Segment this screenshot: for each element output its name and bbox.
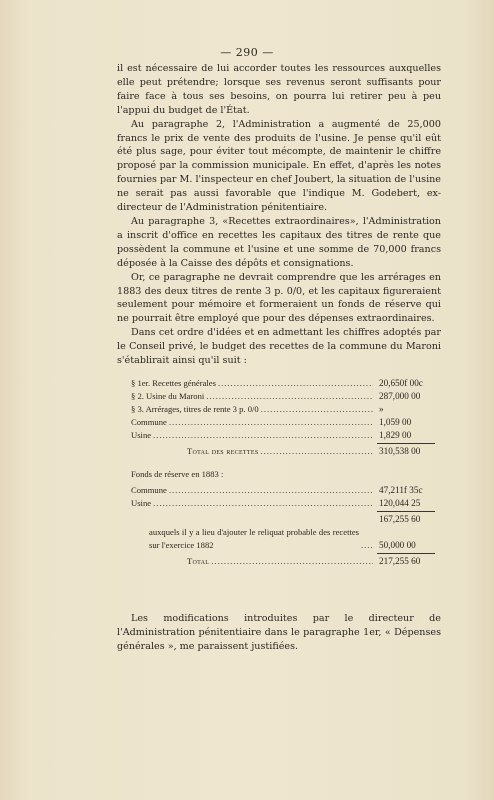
paragraph-3: Au paragraphe 3, «Recettes extraordinaires», l'Administration a inscrit d'office en recettes les capitaux des titres de rente que possèdent la commune et l'usine et une somme de 70,000 francs déposée à la Caisse des dépôts et consignations. <box>117 215 441 269</box>
row-value: 1,829 00 <box>379 430 412 440</box>
reserve-heading <box>117 468 441 481</box>
row-label: Total des recettes <box>187 446 259 456</box>
row-value: 120,044 25 <box>379 498 421 508</box>
leader-dots <box>206 390 373 403</box>
row-value: 310,538 00 <box>379 446 421 456</box>
leader-dots <box>261 403 373 416</box>
row-value: 20,650f 00c <box>379 378 423 388</box>
closing-text <box>117 612 441 654</box>
leader-dots <box>211 555 373 568</box>
reliquat-row <box>117 526 441 552</box>
row-label: § 2. Usine du Maroni <box>131 391 205 401</box>
leader-dots <box>260 445 373 458</box>
sum-rule <box>377 443 435 444</box>
paragraph-2: Au paragraphe 2, l'Administration a augmenté de 25,000 francs le prix de vente des produits de l'usine. Je pense qu'il eût été plus sage, pour éviter tout mécompte, de maintenir le chiffre proposé par la commission municipale. En effet, d'après les notes fournies par M. l'inspecteur en chef Joubert, la situation de l'usine ne serait pas aussi favorable que l'indique M. Godebert, ex-directeur de l'Administration pénitentiaire. <box>117 118 441 214</box>
row-value: 47,211f 35c <box>379 485 423 495</box>
reserve-heading-text: Fonds de réserve en 1883 : <box>131 469 224 479</box>
budget-row-usine <box>117 429 441 442</box>
row-label: § 3. Arrérages, titres de rente 3 p. 0/0 <box>131 404 259 414</box>
row-label: § 1er. Recettes générales <box>131 378 216 388</box>
budget-row-total-recettes <box>117 445 441 458</box>
grand-total-row <box>117 555 441 568</box>
reserve-subtotal-row <box>117 513 441 526</box>
reserve-subtotal: 167,255 60 <box>379 514 421 524</box>
page-number: — 290 — <box>220 46 274 59</box>
leader-dots <box>153 497 373 510</box>
reliquat-note: auxquels il y a lieu d'ajouter le reliquat probable des recettes sur l'exercice 1882 <box>149 527 359 550</box>
paragraph-continuation: il est nécessaire de lui accorder toutes les ressources auxquelles elle peut prétendre; lorsque ses revenus seront suffisants pour faire face à tous ses besoins, on pourra lui retirer peu à peu l'appui du budget de l'État. <box>117 63 441 116</box>
spacer <box>117 458 441 468</box>
row-label: Commune <box>131 417 167 427</box>
row-label: Usine <box>131 498 152 508</box>
leader-dots <box>169 484 373 497</box>
sum-rule <box>377 511 435 512</box>
leader-dots <box>153 429 373 442</box>
reserve-row-usine <box>117 497 441 510</box>
row-label: Usine <box>131 430 152 440</box>
reserve-row-commune <box>117 484 441 497</box>
budget-table <box>117 377 441 568</box>
budget-row-usine-maroni <box>117 390 441 403</box>
row-label: Commune <box>131 485 167 495</box>
budget-row-commune <box>117 416 441 429</box>
row-value: 287,000 00 <box>379 391 421 401</box>
sum-rule <box>377 553 435 554</box>
reliquat-value: 50,000 00 <box>379 540 416 550</box>
leader-dots <box>169 416 373 429</box>
row-value: 1,059 00 <box>379 417 412 427</box>
grand-total-value: 217,255 60 <box>379 556 421 566</box>
paragraph-5: Dans cet ordre d'idées et en admettant les chiffres adoptés par le Conseil privé, le budget des recettes de la commune du Maroni s'établirait ainsi qu'il suit : <box>117 327 441 367</box>
body-text <box>117 62 441 368</box>
leader-dots <box>218 377 373 390</box>
row-label: Total <box>187 556 210 566</box>
budget-row-recettes-generales <box>117 377 441 390</box>
closing-paragraph: Les modifications introduites par le directeur de l'Administration pénitentiaire dans le paragraphe 1er, « Dépenses générales », me paraissent justifiées. <box>117 613 441 652</box>
row-value: » <box>379 404 384 414</box>
paragraph-4: Or, ce paragraphe ne devrait comprendre que les arrérages en 1883 des deux titres de rente 3 p. 0/0, et les capitaux figureraient seulement pour mémoire et formeraient un fonds de réserve qui ne pourrait être employé que pour des dépenses extraordinaires. <box>117 271 441 325</box>
leader-dots <box>361 539 373 552</box>
budget-row-arrerages <box>117 403 441 416</box>
